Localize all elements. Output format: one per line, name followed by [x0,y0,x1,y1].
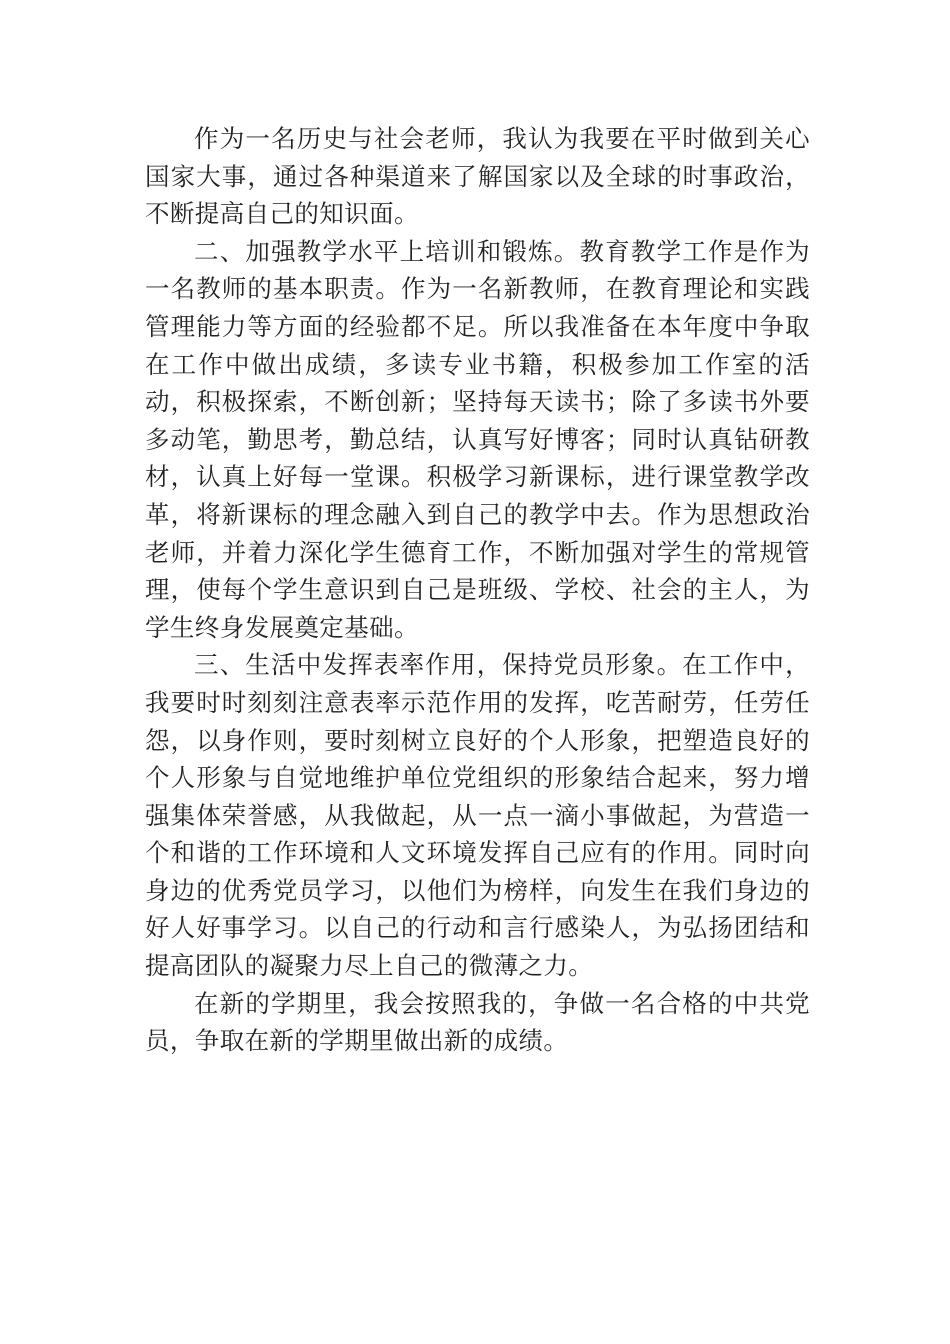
document-body [145,120,810,1060]
paragraph-1: 作为一名历史与社会老师，我认为我要在平时做到关心国家大事，通过各种渠道来了解国家以及全球的时事政治，不断提高自己的知识面。 [145,124,810,229]
paragraph-4: 在新的学期里，我会按照我的，争做一名合格的中共党员，争取在新的学期里做出新的成绩。 [145,988,810,1056]
paragraph-3: 三、生活中发挥表率作用，保持党员形象。在工作中，我要时时刻刻注意表率示范作用的发挥，吃苦耐劳，任劳任怨，以身作则，要时刻树立良好的个人形象，把塑造良好的个人形象与自觉地维护单位党组织的形象结合起来，努力增强集体荣誉感，从我做起，从一点一滴小事做起，为营造一个和谐的工作环境和人文环境发挥自己应有的作用。同时向身边的优秀党员学习，以他们为榜样，向发生在我们身边的好人好事学习。以自己的行动和言行感染人，为弘扬团结和提高团队的凝聚力尽上自己的微薄之力。 [145,650,810,981]
paragraph-2: 二、加强教学水平上培训和锻炼。教育教学工作是作为一名教师的基本职责。作为一名新教师，在教育理论和实践管理能力等方面的经验都不足。所以我准备在本年度中争取在工作中做出成绩，多读专业书籍，积极参加工作室的活动，积极探索，不断创新；坚持每天读书；除了多读书外要多动笔，勤思考，勤总结，认真写好博客；同时认真钻研教材，认真上好每一堂课。积极学习新课标，进行课堂教学改革，将新课标的理念融入到自己的教学中去。作为思想政治老师，并着力深化学生德育工作，不断加强对学生的常规管理，使每个学生意识到自己是班级、学校、社会的主人，为学生终身发展奠定基础。 [145,236,810,642]
